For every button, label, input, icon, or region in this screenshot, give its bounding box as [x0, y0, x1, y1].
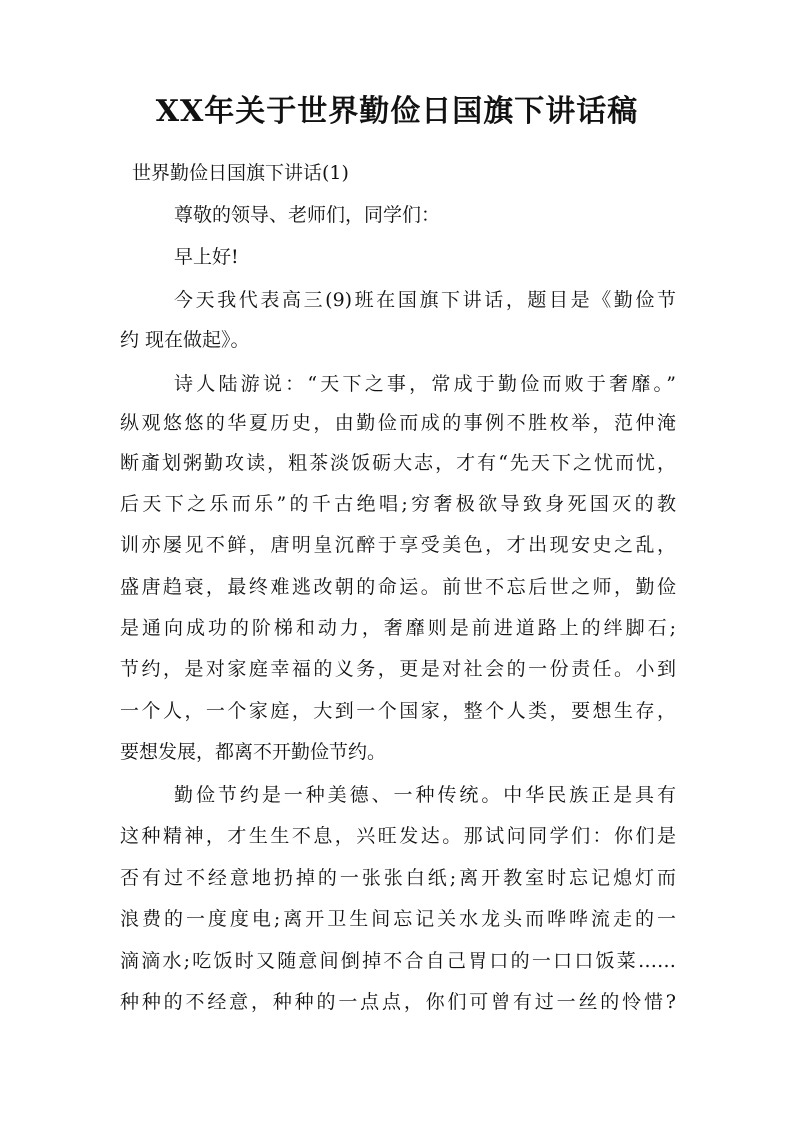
paragraph-line: 是通向成功的阶梯和动力，奢靡则是前进道路上的绊脚石;: [120, 617, 676, 639]
paragraph-line: 约 现在做起》。: [120, 329, 250, 351]
paragraph-line: 今天我代表高三(9)班在国旗下讲话，题目是《勤俭节: [174, 289, 676, 311]
paragraph-line: 否有过不经意地扔掉的一张张白纸;离开教室时忘记熄灯而: [120, 867, 676, 889]
paragraph-line: 这种精神，才生生不息，兴旺发达。那试问同学们：你们是: [120, 825, 676, 847]
salutation-line: 尊敬的领导、老师们，同学们：: [174, 204, 441, 226]
paragraph-line: 盛唐趋衰，最终难逃改朝的命运。前世不忘后世之师，勤俭: [120, 576, 676, 598]
document-subtitle: 世界勤俭日国旗下讲话(1): [132, 162, 349, 184]
greeting-line: 早上好!: [174, 246, 239, 268]
paragraph-line: 滴滴水;吃饭时又随意间倒掉不合自己胃口的一口口饭菜……: [120, 950, 676, 972]
paragraph-line: 浪费的一度度电;离开卫生间忘记关水龙头而哗哗流走的一: [120, 908, 676, 930]
paragraph-line: 纵观悠悠的华夏历史，由勤俭而成的事例不胜枚举，范仲淹: [120, 412, 676, 434]
paragraph-line: 诗人陆游说：“天下之事，常成于勤俭而败于奢靡。”: [174, 373, 676, 395]
paragraph-line: 断齑划粥勤攻读，粗茶淡饭砺大志，才有“先天下之忧而忧，: [120, 452, 676, 474]
paragraph-line: 勤俭节约是一种美德、一种传统。中华民族正是具有: [174, 784, 676, 806]
document-title: XX年关于世界勤俭日国旗下讲话稿: [155, 94, 639, 129]
paragraph-line: 后天下之乐而乐”的千古绝唱;穷奢极欲导致身死国灭的教: [120, 493, 676, 515]
paragraph-line: 节约，是对家庭幸福的义务，更是对社会的一份责任。小到: [120, 658, 676, 680]
paragraph-line: 要想发展，都离不开勤俭节约。: [120, 741, 387, 763]
paragraph-line: 训亦屡见不鲜，唐明皇沉醉于享受美色，才出现安史之乱，: [120, 534, 676, 556]
paragraph-line: 一个人，一个家庭，大到一个国家，整个人类，要想生存，: [120, 700, 676, 722]
paragraph-line: 种种的不经意，种种的一点点，你们可曾有过一丝的怜惜?: [120, 991, 676, 1013]
